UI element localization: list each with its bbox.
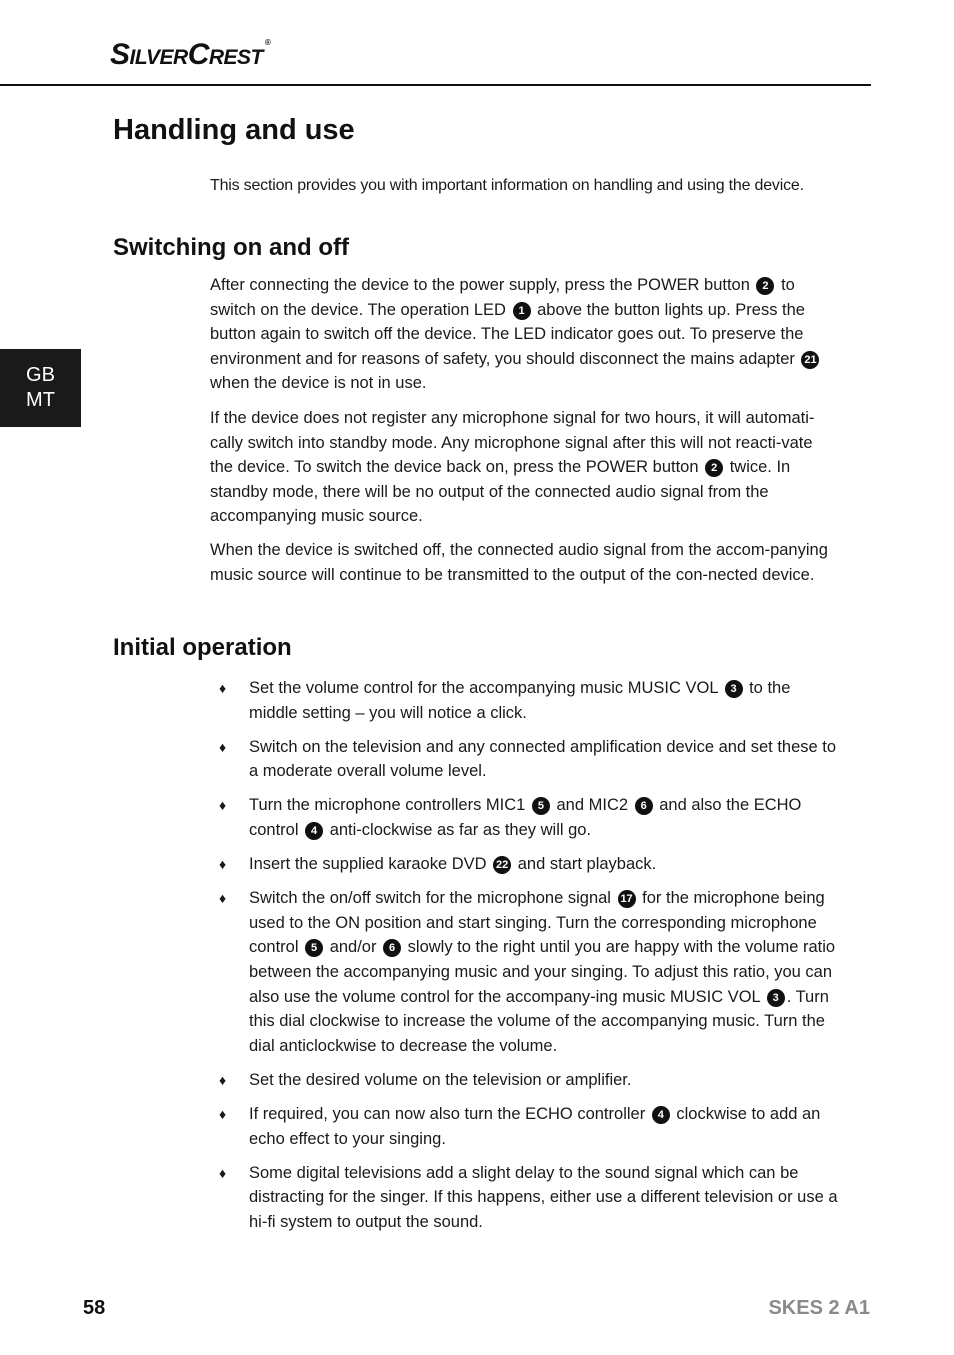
list-item: ♦ Set the volume control for the accompanying music MUSIC VOL 3 to the middle setting – you will notice a click. bbox=[210, 676, 840, 725]
reference-number-badge: 5 bbox=[305, 939, 323, 957]
brand-name: SilverCrest bbox=[110, 38, 263, 71]
page-number: 58 bbox=[83, 1297, 106, 1319]
reference-number-badge: 4 bbox=[652, 1106, 670, 1124]
bullet-diamond-icon: ♦ bbox=[219, 680, 227, 696]
list-item: ♦ Insert the supplied karaoke DVD 22 and start playback. bbox=[210, 852, 840, 877]
header-rule bbox=[0, 84, 871, 86]
bullet-diamond-icon: ♦ bbox=[219, 890, 227, 907]
registered-mark: ® bbox=[264, 38, 271, 47]
language-tab bbox=[0, 349, 81, 427]
reference-number-badge: 4 bbox=[305, 822, 323, 840]
list-item: ♦ Set the desired volume on the television or amplifier. bbox=[210, 1068, 840, 1093]
switching-paragraph-3: When the device is switched off, the connected audio signal from the accom-panying music source will continue to be transmitted to the output of the con-nected device. bbox=[210, 541, 828, 584]
bullet-diamond-icon: ♦ bbox=[219, 1105, 227, 1122]
bullet-diamond-icon: ♦ bbox=[219, 1164, 227, 1181]
reference-number-badge: 22 bbox=[493, 856, 511, 874]
list-item: ♦ Switch on the television and any connected amplification device and set these to a moderate overall volume level. bbox=[210, 735, 840, 784]
model-number: SKES 2 A1 bbox=[768, 1297, 870, 1319]
bullet-diamond-icon: ♦ bbox=[219, 1071, 227, 1088]
brand-logo bbox=[110, 38, 270, 72]
reference-number-badge: 5 bbox=[532, 797, 550, 815]
bullet-diamond-icon: ♦ bbox=[219, 738, 227, 755]
reference-number-badge: 6 bbox=[635, 797, 653, 815]
reference-number-badge: 6 bbox=[383, 939, 401, 957]
reference-number-badge: 1 bbox=[513, 302, 531, 320]
list-item: ♦ Switch the on/off switch for the microphone signal 17 for the microphone being used to the ON position and start singing. Turn the corresponding microphone control 5 and/or 6 slowly to the right until you are happy with the volume ratio between the accompanying music and your singing. To adjust this ratio, you can also use the volume control for the accompany-ing music MUSIC VOL 3 . Turn this dial clockwise to increase the volume of the accompanying music. Turn the dial anticlockwise to decrease the volume. bbox=[210, 886, 840, 1058]
list-item: ♦ If required, you can now also turn the ECHO controller 4 clockwise to add an echo effect to your singing. bbox=[210, 1102, 840, 1151]
bullet-diamond-icon: ♦ bbox=[219, 797, 227, 814]
reference-number-badge: 17 bbox=[618, 890, 636, 908]
section-heading-initial-operation: Initial operation bbox=[113, 634, 292, 661]
reference-number-badge: 2 bbox=[705, 459, 723, 477]
switching-paragraph-1: After connecting the device to the power supply, press the POWER button 2 to switch on the device. The operation LED 1 above the button lights up. Press the button again to switch off the device. The LED indicator goes out. To preserve the environment and for reasons of safety, you should disconnect the mains adapter 21 when the device is not in use. bbox=[210, 273, 840, 396]
initial-operation-list bbox=[210, 676, 840, 1244]
reference-number-badge: 3 bbox=[767, 989, 785, 1007]
reference-number-badge: 2 bbox=[756, 277, 774, 295]
switching-paragraph-2: If the device does not register any microphone signal for two hours, it will automati-cally switch into standby mode. Any microphone signal after this will not reacti-vate the device. To switch the device back on, press the POWER button 2 twice. In standby mode, there will be no output of the connected audio signal from the accompanying music source. bbox=[210, 409, 815, 526]
language-code-gb: GB bbox=[26, 364, 55, 386]
page-title: Handling and use bbox=[113, 114, 355, 146]
reference-number-badge: 3 bbox=[725, 680, 743, 698]
list-item: ♦ Turn the microphone controllers MIC1 5 and MIC2 6 and also the ECHO control 4 anti-clockwise as far as they will go. bbox=[210, 793, 840, 842]
section-heading-switching: Switching on and off bbox=[113, 234, 349, 261]
list-item: ♦ Some digital televisions add a slight delay to the sound signal which can be distracting for the singer. If this happens, either use a different television or use a hi-fi system to output the sound. bbox=[210, 1161, 840, 1235]
language-code-mt: MT bbox=[26, 389, 55, 411]
intro-paragraph: This section provides you with important information on handling and using the device. bbox=[210, 177, 804, 194]
reference-number-badge: 21 bbox=[801, 351, 819, 369]
bullet-diamond-icon: ♦ bbox=[219, 856, 227, 873]
